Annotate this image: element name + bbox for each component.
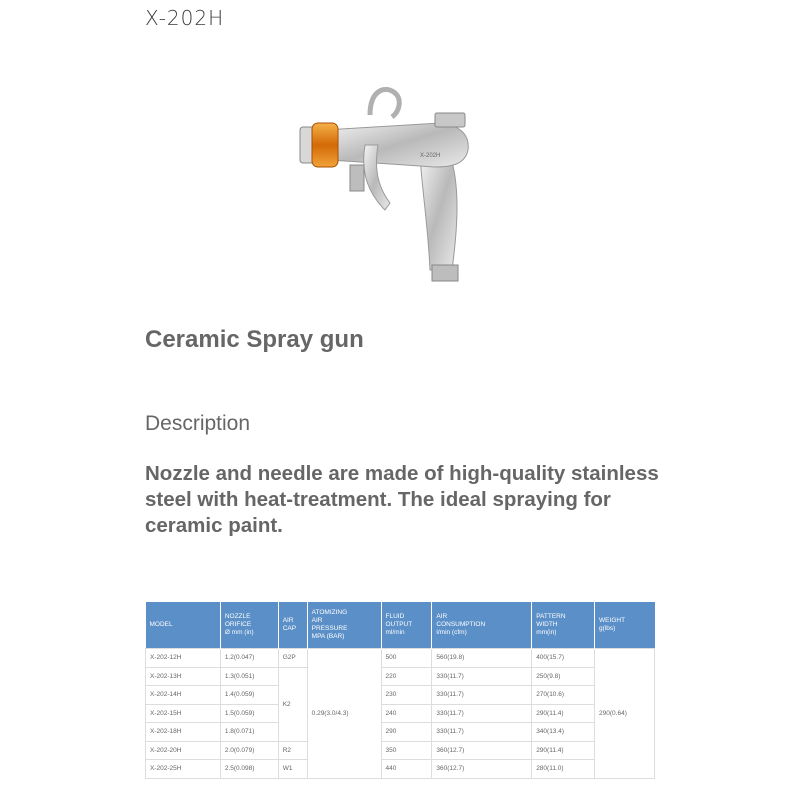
cell-pressure-shared: 0.29(3.0/4.3): [307, 649, 381, 779]
header-aircap: AIR CAP: [278, 602, 307, 649]
cell-consumption: 360(12.7): [432, 760, 532, 779]
cell-pattern: 290(11.4): [532, 741, 595, 760]
header-pattern: PATTERN WIDTH mm(in): [532, 602, 595, 649]
gun-engraving: X-202H: [420, 153, 441, 159]
spray-gun-image: [270, 75, 530, 295]
cell-model: X-202-12H: [146, 649, 221, 668]
cell-weight-shared: 290(0.64): [595, 649, 655, 779]
header-weight: WEIGHT g(lbs): [595, 602, 655, 649]
cell-consumption: 560(19.8): [432, 649, 532, 668]
cell-model: X-202-15H: [146, 704, 221, 723]
cell-model: X-202-25H: [146, 760, 221, 779]
cell-fluid: 240: [381, 704, 432, 723]
cell-consumption: 330(11.7): [432, 723, 532, 742]
table-row: [146, 686, 655, 705]
table-row: [146, 649, 655, 668]
cell-model: X-202-13H: [146, 667, 221, 686]
cell-consumption: 330(11.7): [432, 667, 532, 686]
table-row: [146, 704, 655, 723]
cell-pattern: 270(10.6): [532, 686, 595, 705]
cell-nozzle: 1.3(0.051): [220, 667, 278, 686]
cell-pattern: 250(9.8): [532, 667, 595, 686]
description-body: Nozzle and needle are made of high-quality stainless steel with heat-treatment. The ideal spraying for ceramic paint.: [145, 462, 659, 537]
table-header-row: [146, 602, 655, 649]
cell-aircap: W1: [278, 760, 307, 779]
cell-model: X-202-14H: [146, 686, 221, 705]
header-consumption: AIR CONSUMPTION l/min (cfm): [432, 602, 532, 649]
spec-table: [145, 602, 655, 779]
cell-nozzle: 1.5(0.059): [220, 704, 278, 723]
cell-aircap: R2: [278, 741, 307, 760]
cell-aircap: G2P: [278, 649, 307, 668]
cell-pattern: 400(15.7): [532, 649, 595, 668]
header-pressure: ATOMIZING AIR PRESSURE MPA (BAR): [307, 602, 381, 649]
cell-model: X-202-20H: [146, 741, 221, 760]
table-row: [146, 667, 655, 686]
cell-pattern: 280(11.0): [532, 760, 595, 779]
cell-nozzle: 1.8(0.071): [220, 723, 278, 742]
cell-fluid: 220: [381, 667, 432, 686]
cell-consumption: 360(12.7): [432, 741, 532, 760]
cell-aircap-k2: K2: [278, 667, 307, 741]
cell-nozzle: 2.0(0.079): [220, 741, 278, 760]
cell-consumption: 330(11.7): [432, 686, 532, 705]
cell-fluid: 290: [381, 723, 432, 742]
cell-fluid: 440: [381, 760, 432, 779]
cell-nozzle: 1.2(0.047): [220, 649, 278, 668]
cell-nozzle: 1.4(0.059): [220, 686, 278, 705]
table-row: [146, 760, 655, 779]
table-row: [146, 741, 655, 760]
header-fluid: FLUID OUTPUT ml/min: [381, 602, 432, 649]
cell-consumption: 330(11.7): [432, 704, 532, 723]
cell-model: X-202-18H: [146, 723, 221, 742]
model-title: X-202H: [145, 6, 225, 30]
product-name: Ceramic Spray gun: [145, 326, 364, 353]
header-model: MODEL: [146, 602, 221, 649]
cell-fluid: 500: [381, 649, 432, 668]
header-nozzle: NOZZLE ORIFICE Ø mm (in): [220, 602, 278, 649]
cell-nozzle: 2.5(0.098): [220, 760, 278, 779]
cell-fluid: 350: [381, 741, 432, 760]
table-row: [146, 723, 655, 742]
description-heading: Description: [145, 412, 251, 435]
cell-pattern: 290(11.4): [532, 704, 595, 723]
cell-fluid: 230: [381, 686, 432, 705]
cell-pattern: 340(13.4): [532, 723, 595, 742]
